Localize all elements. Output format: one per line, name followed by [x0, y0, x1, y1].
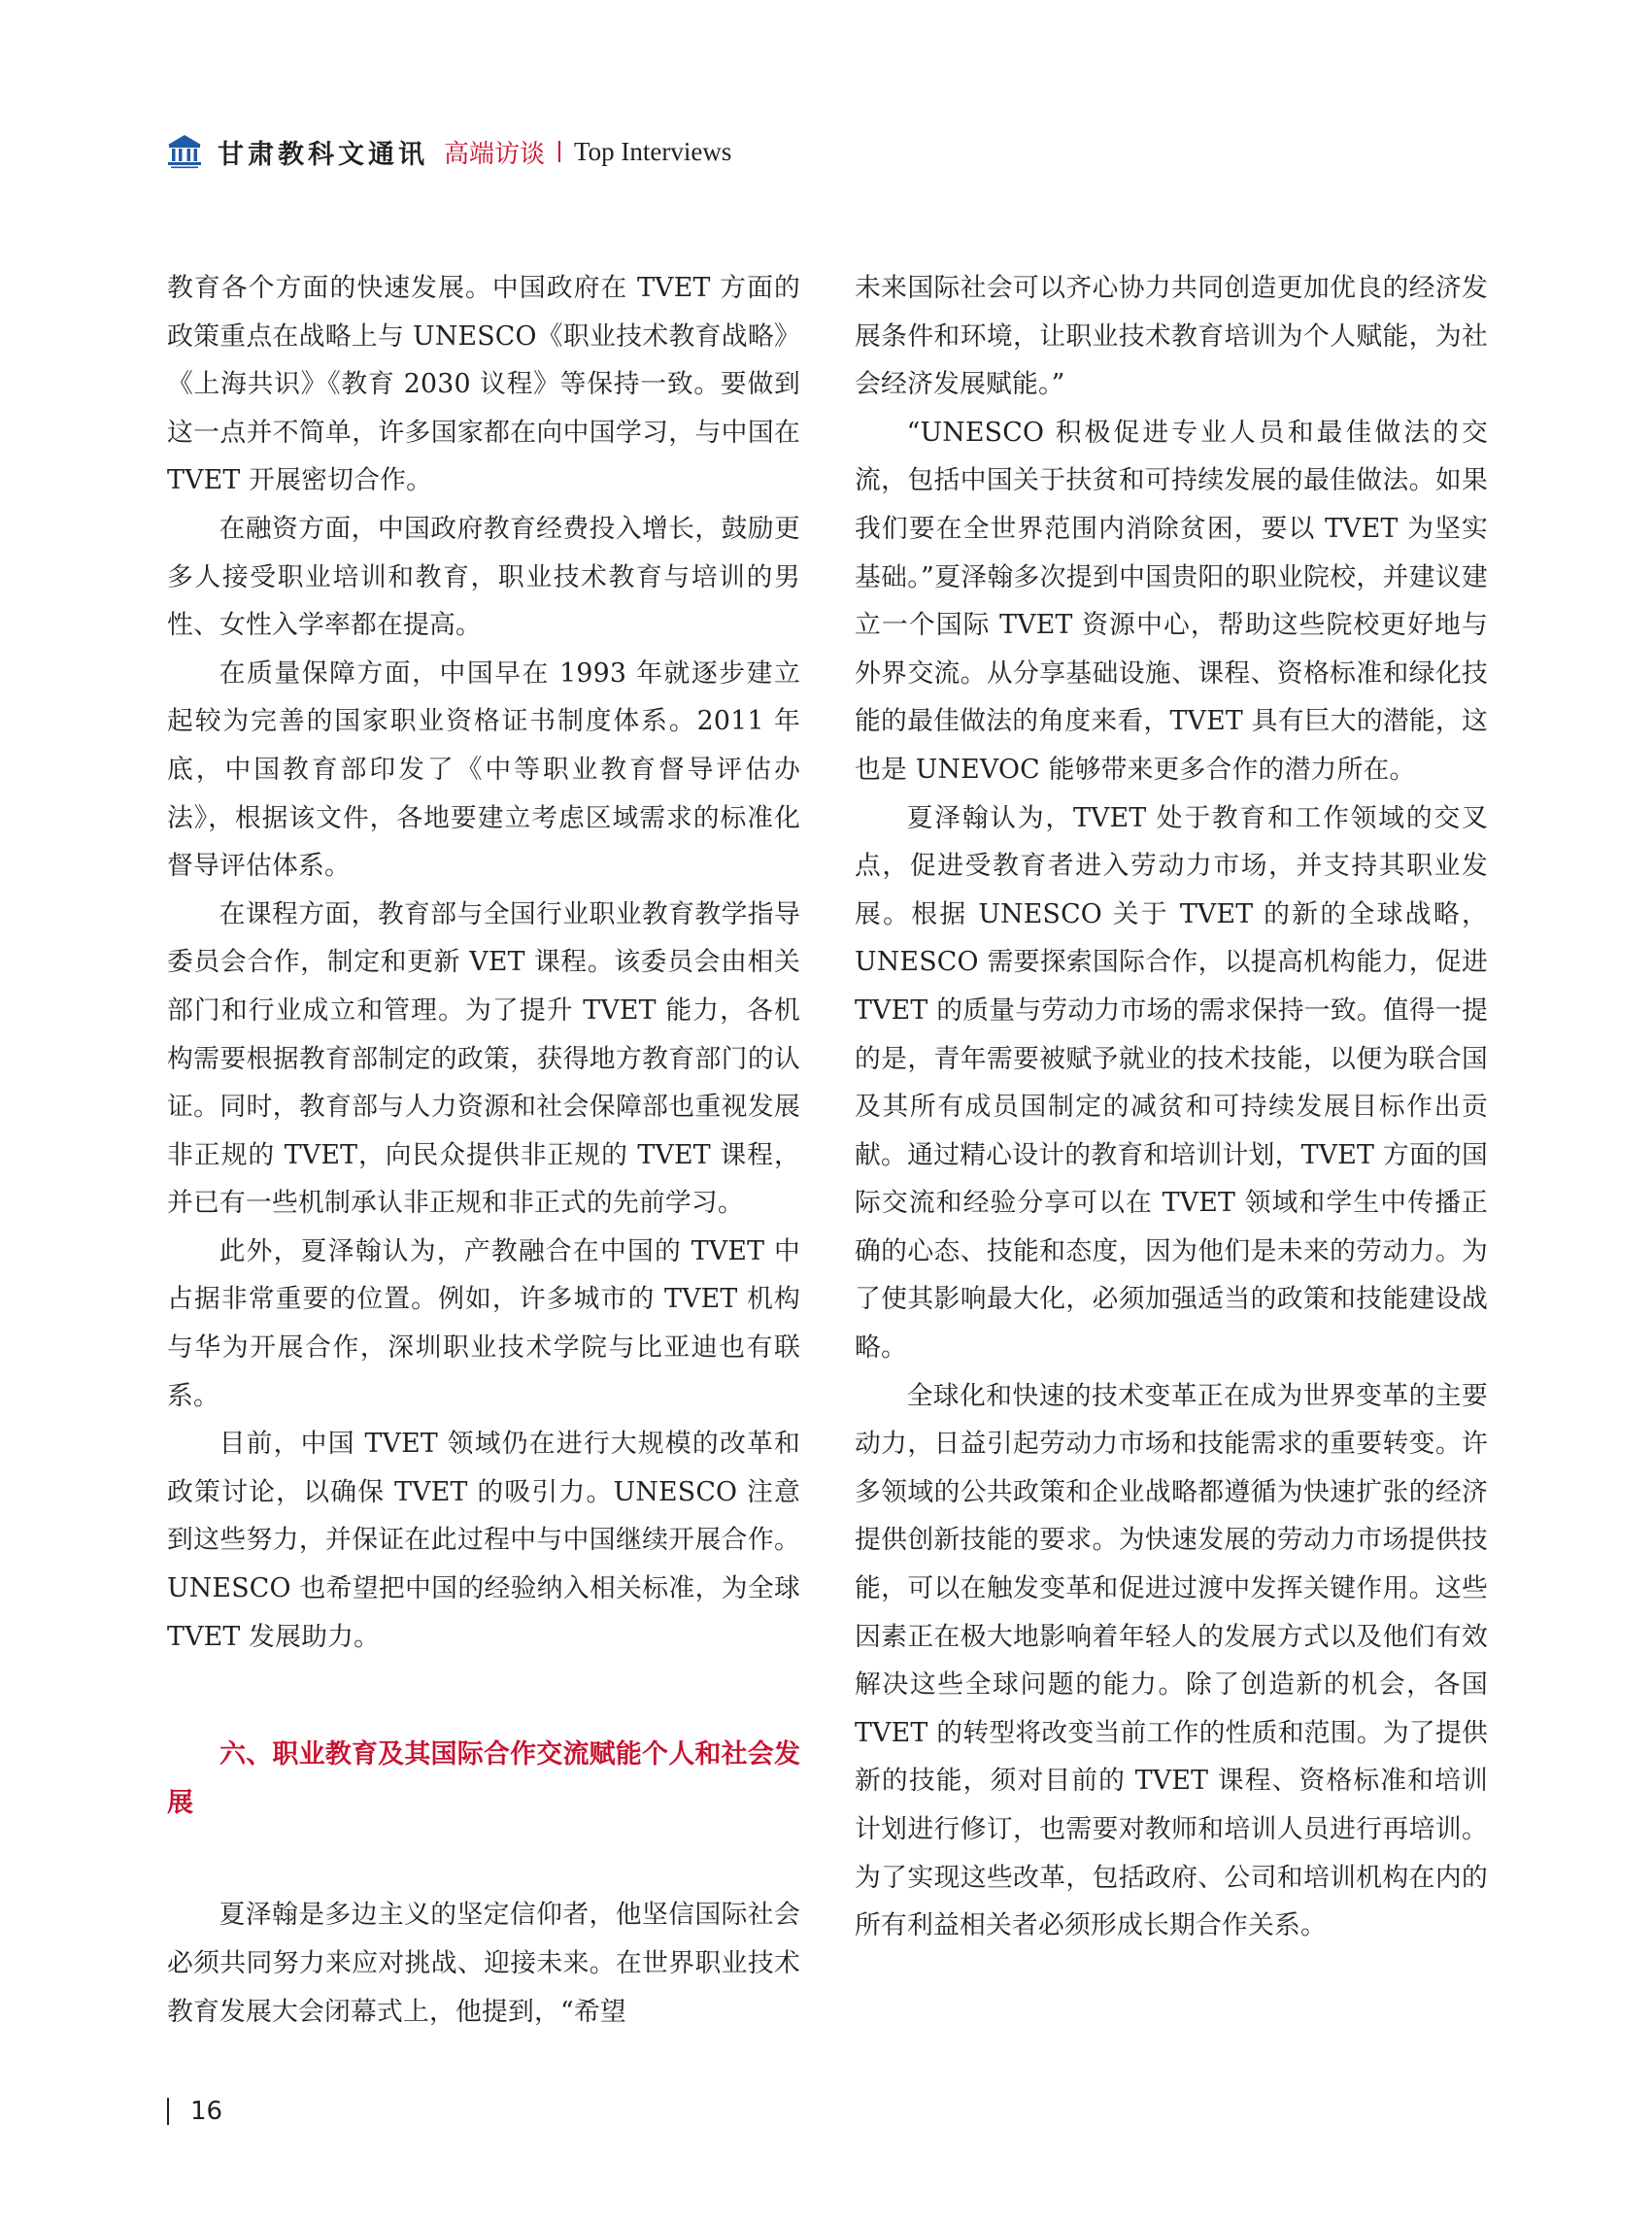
running-header	[165, 132, 731, 171]
paragraph: “UNESCO 积极促进专业人员和最佳做法的交流，包括中国关于扶贫和可持续发展的最佳做法。如果我们要在全世界范围内消除贫困，要以 TVET 为坚实基础。”夏泽翰多次提到中国贵阳的职业院校，并建议建立一个国际 TVET 资源中心，帮助这些院校更好地与外界交流。从分享基础设施、课程、资格标准和绿化技能的最佳做法的角度来看，TVET 具有巨大的潜能，这也是 UNEVOC 能够带来更多合作的潜力所在。	[855, 417, 1488, 785]
section-title-en: Top Interviews	[574, 136, 732, 166]
paragraph: 夏泽翰是多边主义的坚定信仰者，他坚信国际社会必须共同努力来应对挑战、迎接未来。在世界职业技术教育发展大会闭幕式上，他提到，“希望	[167, 1900, 800, 2027]
footer-divider	[167, 2098, 169, 2125]
page-number: 16	[190, 2097, 223, 2126]
page-footer	[167, 2096, 222, 2127]
section-title-cn: 高端访谈	[444, 139, 546, 169]
section-heading: 六、职业教育及其国际合作交流赋能个人和社会发展	[167, 1739, 800, 1818]
paragraph: 全球化和快速的技术变革正在成为世界变革的主要动力，日益引起劳动力市场和技能需求的重要转变。许多领域的公共政策和企业战略都遵循为快速扩张的经济提供创新技能的要求。为快速发展的劳动力市场提供技能，可以在触发变革和促进过渡中发挥关键作用。这些因素正在极大地影响着年轻人的发展方式以及他们有效解决这些全球问题的能力。除了创造新的机会，各国 TVET 的转型将改变当前工作的性质和范围。为了提供新的技能，须对目前的 TVET 课程、资格标准和培训计划进行修订，也需要对教师和培训人员进行再培训。为了实现这些改革，包括政府、公司和培训机构在内的所有利益相关者必须形成长期合作关系。	[855, 1380, 1488, 1941]
paragraph: 此外，夏泽翰认为，产教融合在中国的 TVET 中占据非常重要的位置。例如，许多城市的 TVET 机构与华为开展合作，深圳职业技术学院与比亚迪也有联系。	[167, 1235, 800, 1411]
paragraph: 夏泽翰认为，TVET 处于教育和工作领域的交叉点，促进受教育者进入劳动力市场，并支持其职业发展。根据 UNESCO 关于 TVET 的新的全球战略，UNESCO 需要探索国际合作，以提高机构能力，促进 TVET 的质量与劳动力市场的需求保持一致。值得一提的是，青年需要被赋予就业的技术技能，以便为联合国及其所有成员国制定的减贫和可持续发展目标作出贡献。通过精心设计的教育和培训计划，TVET 方面的国际交流和经验分享可以在 TVET 领域和学生中传播正确的心态、技能和态度，因为他们是未来的劳动力。为了使其影响最大化，必须加强适当的政策和技能建设战略。	[855, 802, 1488, 1364]
right-column	[855, 264, 1488, 1950]
paragraph: 目前，中国 TVET 领域仍在进行大规模的改革和政策讨论，以确保 TVET 的吸引力。UNESCO 注意到这些努力，并保证在此过程中与中国继续开展合作。UNESCO 也希望把中国的经验纳入相关标准，为全球 TVET 发展助力。	[167, 1429, 800, 1652]
left-column	[167, 264, 800, 2036]
paragraph: 教育各个方面的快速发展。中国政府在 TVET 方面的政策重点在战略上与 UNESCO《职业技术教育战略》《上海共识》《教育 2030 议程》等保持一致。要做到这一点并不简单，许多国家都在向中国学习，与中国在 TVET 开展密切合作。	[167, 273, 800, 496]
paragraph: 未来国际社会可以齐心协力共同创造更加优良的经济发展条件和环境，让职业技术教育培训为个人赋能，为社会经济发展赋能。”	[855, 273, 1488, 400]
paragraph: 在融资方面，中国政府教育经费投入增长，鼓励更多人接受职业培训和教育，职业技术教育与培训的男性、女性入学率都在提高。	[167, 513, 800, 641]
paragraph: 在课程方面，教育部与全国行业职业教育教学指导委员会合作，制定和更新 VET 课程。该委员会由相关部门和行业成立和管理。为了提升 TVET 能力，各机构需要根据教育部制定的政策，获得地方教育部门的认证。同时，教育部与人力资源和社会保障部也重视发展非正规的 TVET，向民众提供非正规的 TVET 课程，并已有一些机制承认非正规和非正式的先前学习。	[167, 898, 800, 1219]
unesco-temple-logo-icon	[165, 132, 204, 171]
magazine-title: 甘肃教科文通讯	[218, 139, 428, 170]
paragraph: 在质量保障方面，中国早在 1993 年就逐步建立起较为完善的国家职业资格证书制度体系。2011 年底，中国教育部印发了《中等职业教育督导评估办法》，根据该文件，各地要建立考虑区域需求的标准化督导评估体系。	[167, 657, 800, 882]
header-divider	[558, 141, 560, 162]
